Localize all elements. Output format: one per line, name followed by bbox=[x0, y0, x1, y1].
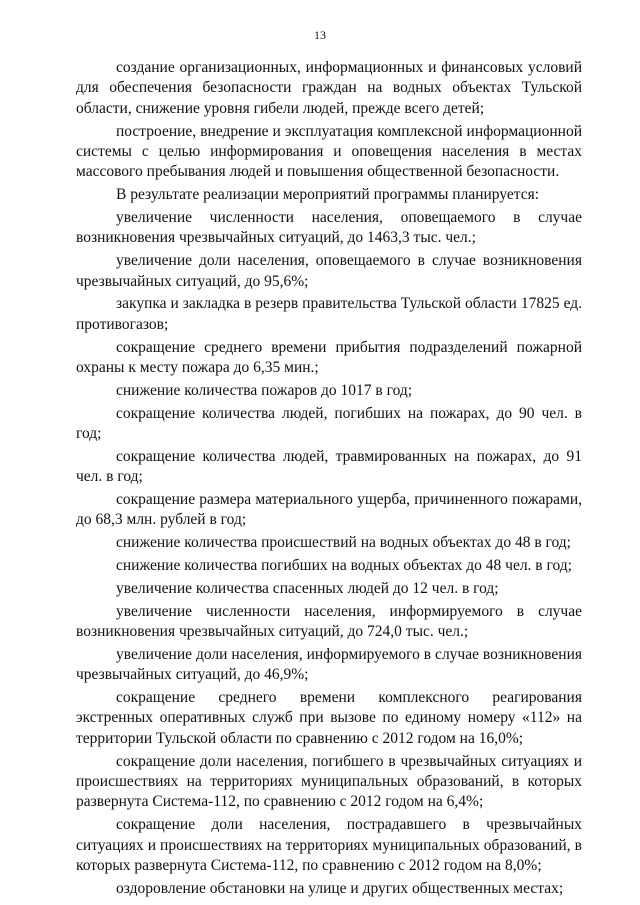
list-item: снижение количества погибших на водных объектах до 48 чел. в год; bbox=[116, 557, 572, 575]
list-item: увеличение доли населения, информируемого в случае возникновения чрезвычайных ситуаций, до 46,9%; bbox=[76, 645, 582, 684]
list-item: сокращение количества людей, погибших на пожарах, до 90 чел. в год; bbox=[76, 404, 582, 443]
list-item: увеличение численности населения, оповещаемого в случае возникновения чрезвычайных ситуаций, до 1463,3 тыс. чел.; bbox=[76, 209, 582, 247]
list-item: закупка и закладка в резерв правительства Тульской области 17825 ед. противогазов; bbox=[76, 295, 582, 333]
list-item: сокращение количества людей, травмированных на пожарах, до 91 чел. в год; bbox=[76, 447, 582, 486]
list-item: сокращение доли населения, пострадавшего в чрезвычайных ситуациях и происшествиях на территориях муниципальных образований, в которых развернута Система-112, по сравнению с 2012 годом на 8,0%; bbox=[76, 816, 582, 875]
list-item: сокращение размера материального ущерба, причиненного пожарами, до 68,3 млн. рублей в год; bbox=[76, 491, 582, 529]
paragraph: построение, внедрение и эксплуатация комплексной информационной системы с целью информирования и оповещения населения в местах массового пребывания людей и повышения общественной безопасности. bbox=[76, 122, 582, 181]
list-item: увеличение доли населения, оповещаемого в случае возникновения чрезвычайных ситуаций, до 95,6%; bbox=[76, 252, 582, 290]
list-item: снижение количества пожаров до 1017 в год; bbox=[116, 381, 413, 399]
list-item: увеличение количества спасенных людей до 12 чел. в год; bbox=[116, 579, 499, 597]
paragraph: В результате реализации мероприятий программы планируется: bbox=[116, 186, 540, 204]
list-item: снижение количества происшествий на водных объектах до 48 в год; bbox=[116, 534, 571, 552]
list-item: сокращение среднего времени прибытия подразделений пожарной охраны к месту пожара до 6,35 мин.; bbox=[76, 338, 582, 377]
list-item: сокращение среднего времени комплексного реагирования экстренных оперативных служб при вызове по единому номеру «112» на территории Тульской области по сравнению с 2012 годом на 16,0%; bbox=[76, 689, 582, 747]
list-item: сокращение доли населения, погибшего в чрезвычайных ситуациях и происшествиях на территориях муниципальных образований, в которых развернута Система-112, по сравнению с 2012 годом на 6,4%; bbox=[76, 752, 582, 811]
page-number: 13 bbox=[314, 28, 326, 42]
list-item: увеличение численности населения, информируемого в случае возникновения чрезвычайных ситуаций, до 724,0 тыс. чел.; bbox=[76, 602, 582, 641]
document-body bbox=[76, 58, 582, 902]
list-item: оздоровление обстановки на улице и других общественных местах; bbox=[116, 879, 564, 897]
paragraph: создание организационных, информационных и финансовых условий для обеспечения безопасности граждан на водных объектах Тульской области, снижение уровня гибели людей, прежде всего детей; bbox=[76, 59, 582, 117]
